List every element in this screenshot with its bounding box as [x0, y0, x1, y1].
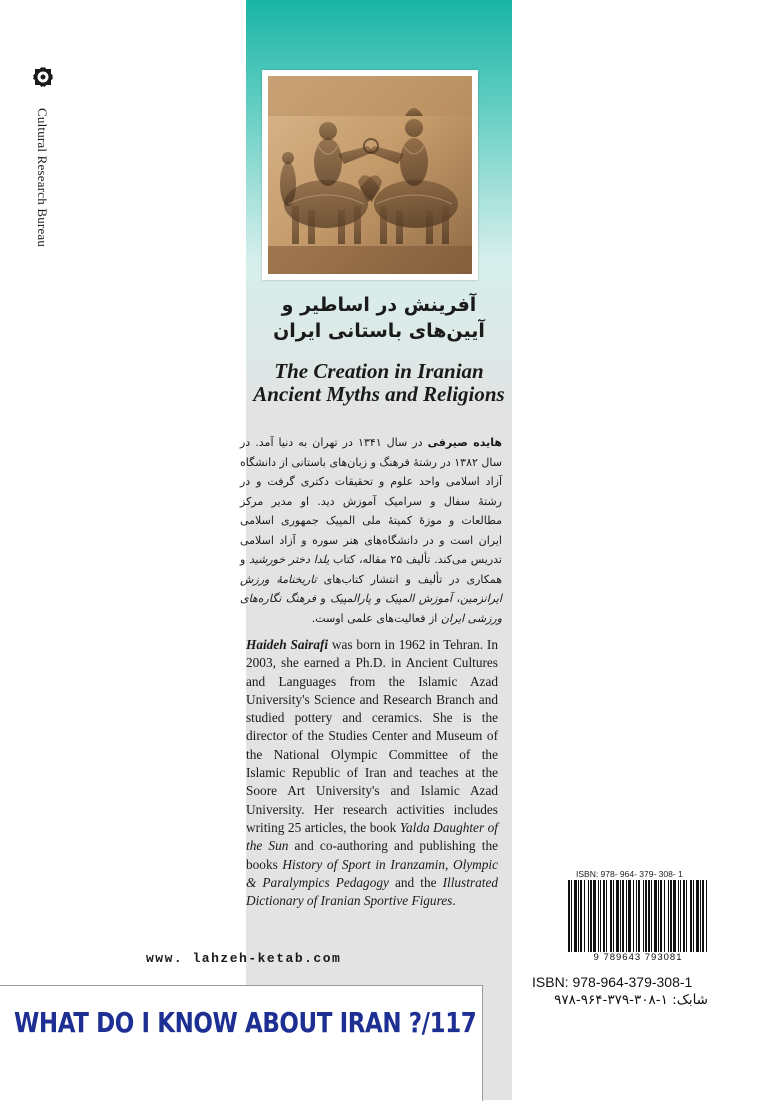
- barcode-bar: [600, 880, 601, 952]
- barcode-bar: [580, 880, 582, 952]
- rock-relief-image: [268, 76, 472, 274]
- barcode-bar: [660, 880, 662, 952]
- barcode-bar: [584, 880, 585, 952]
- barcode-bar: [606, 880, 607, 952]
- barcode-bar: [613, 880, 614, 952]
- barcode-bar: [683, 880, 685, 952]
- publisher-website: www. lahzeh-ketab.com: [146, 951, 342, 966]
- persian-bio-book-3: آموزش المپیک و پارالمپیک: [330, 592, 453, 605]
- barcode-bar: [668, 880, 669, 952]
- barcode-bar: [633, 880, 634, 952]
- barcode-bar: [645, 880, 647, 952]
- barcode-bar: [658, 880, 659, 952]
- persian-title-line-1: آفرینش در اساطیر و: [281, 294, 477, 316]
- persian-title: [246, 292, 512, 344]
- barcode-bar: [678, 880, 679, 952]
- barcode-bar: [593, 880, 596, 952]
- barcode-digits: 9 789643 793081: [593, 952, 683, 963]
- persian-bio-text-5: از فعالیت‌های علمی اوست.: [311, 611, 441, 625]
- persian-bio-text-3: ،: [452, 592, 461, 605]
- barcode-bar: [664, 880, 665, 952]
- isbn-barcode: [566, 880, 710, 952]
- barcode-bar: [696, 880, 699, 952]
- barcode-bar: [693, 880, 694, 952]
- english-bio-text-2: and co-authoring and publishing the books: [246, 838, 498, 872]
- eight-point-star-emblem-icon: [28, 62, 58, 92]
- barcode-bar: [702, 880, 704, 952]
- english-bio-text-3: ,: [445, 856, 453, 872]
- english-bio-book-2: History of Sport in Iranzamin: [282, 856, 445, 872]
- persian-bio-book-1: یلدا دختر خورشید: [249, 553, 330, 566]
- barcode-bar: [651, 880, 652, 952]
- barcode-bar: [654, 880, 657, 952]
- persian-bio-author: هایده صیرفی: [427, 436, 503, 449]
- barcode-bar: [628, 880, 631, 952]
- english-title: [246, 360, 512, 406]
- barcode-bar: [700, 880, 701, 952]
- barcode-bar: [706, 880, 707, 952]
- barcode-bar: [568, 880, 570, 952]
- english-bio-author: Haideh Sairafi: [246, 637, 329, 652]
- barcode-bar: [616, 880, 619, 952]
- barcode-bar: [603, 880, 605, 952]
- barcode-bar: [636, 880, 637, 952]
- barcode-bar: [638, 880, 640, 952]
- barcode-bar: [610, 880, 612, 952]
- barcode-bar: [680, 880, 681, 952]
- publisher-name: Cultural Research Bureau: [35, 108, 50, 248]
- english-bio-text-5: .: [452, 893, 456, 909]
- barcode-bar: [686, 880, 687, 952]
- english-bio-book-3: Olympic & Paralympics Pedagogy: [246, 856, 499, 890]
- english-bio-book-4: Illustrated Dictionary of Iranian Sportive Figures: [246, 874, 498, 909]
- shabak-label: شابک: ۱-۳۰۸-۳۷۹-۹۶۴-۹۷۸: [554, 992, 708, 1008]
- english-bio: [246, 636, 498, 910]
- english-bio-text-1: was born in 1962 in Tehran. In 2003, she earned a Ph.D. in Ancient Cultures and Languages from the Islamic Azad University's Science and Research Branch and studied pottery and ceramics. She is the director of the Studies Center and Museum of the National Olympic Committee of the Islamic Republic of Iran and teaches at the Soore Art University's and Islamic Azad University. Her research activities includes writing 25 articles, the book: [246, 637, 498, 835]
- barcode-bar: [620, 880, 621, 952]
- english-title-line-1: The Creation in Iranian: [274, 359, 484, 383]
- persian-bio-book-4: فرهنگ نگاره‌های ورزشی ایران: [240, 592, 502, 625]
- barcode-bar: [590, 880, 592, 952]
- barcode-bar: [673, 880, 676, 952]
- barcode-bar: [648, 880, 650, 952]
- series-title: WHAT DO I KNOW ABOUT IRAN ?/117: [14, 1006, 477, 1039]
- barcode-bar: [622, 880, 624, 952]
- english-title-line-2: Ancient Myths and Religions: [253, 382, 505, 406]
- barcode-bar: [588, 880, 589, 952]
- barcode-bar: [571, 880, 572, 952]
- english-bio-book-1: Yalda Daughter of the Sun: [246, 819, 498, 854]
- persian-bio-text-1: در سال ۱۳۴۱ در تهران به دنیا آمد. در سال ۱۳۸۲ در رشتهٔ فرهنگ و زبان‌های باستانی از دانشگاه آزاد اسلامی واحد علوم و تحقیقات دکتری گرفت و در رشتهٔ سفال و سرامیک آموزش دید. او مدیر مرکز مطالعات و موزهٔ کمیتهٔ ملی المپیک جمهوری اسلامی ایران است و در دانشگاه‌های هنر سوره و آزاد اسلامی تدریس می‌کند. تألیف ۲۵ مقاله، کتاب: [240, 436, 502, 566]
- english-bio-text-4: and the: [388, 874, 443, 890]
- barcode-bar: [643, 880, 644, 952]
- persian-bio-text-2: و همکاری در تألیف و انتشار کتاب‌های: [240, 553, 503, 586]
- barcode-bar: [690, 880, 692, 952]
- persian-bio-book-2: تاریخنامهٔ ورزش ایرانزمین: [240, 572, 502, 605]
- barcode-bar: [670, 880, 672, 952]
- barcode-bar: [578, 880, 579, 952]
- persian-title-line-2: آیین‌های باستانی ایران: [273, 320, 485, 342]
- isbn-label: ISBN: 978-964-379-308-1: [532, 974, 693, 990]
- barcode-bar: [626, 880, 627, 952]
- barcode-top-label: ISBN: 978- 964- 379- 308- 1: [576, 869, 683, 879]
- persian-bio-text-4: و: [316, 592, 331, 605]
- barcode-bar: [574, 880, 577, 952]
- persian-bio: [240, 433, 502, 628]
- barcode-bar: [598, 880, 599, 952]
